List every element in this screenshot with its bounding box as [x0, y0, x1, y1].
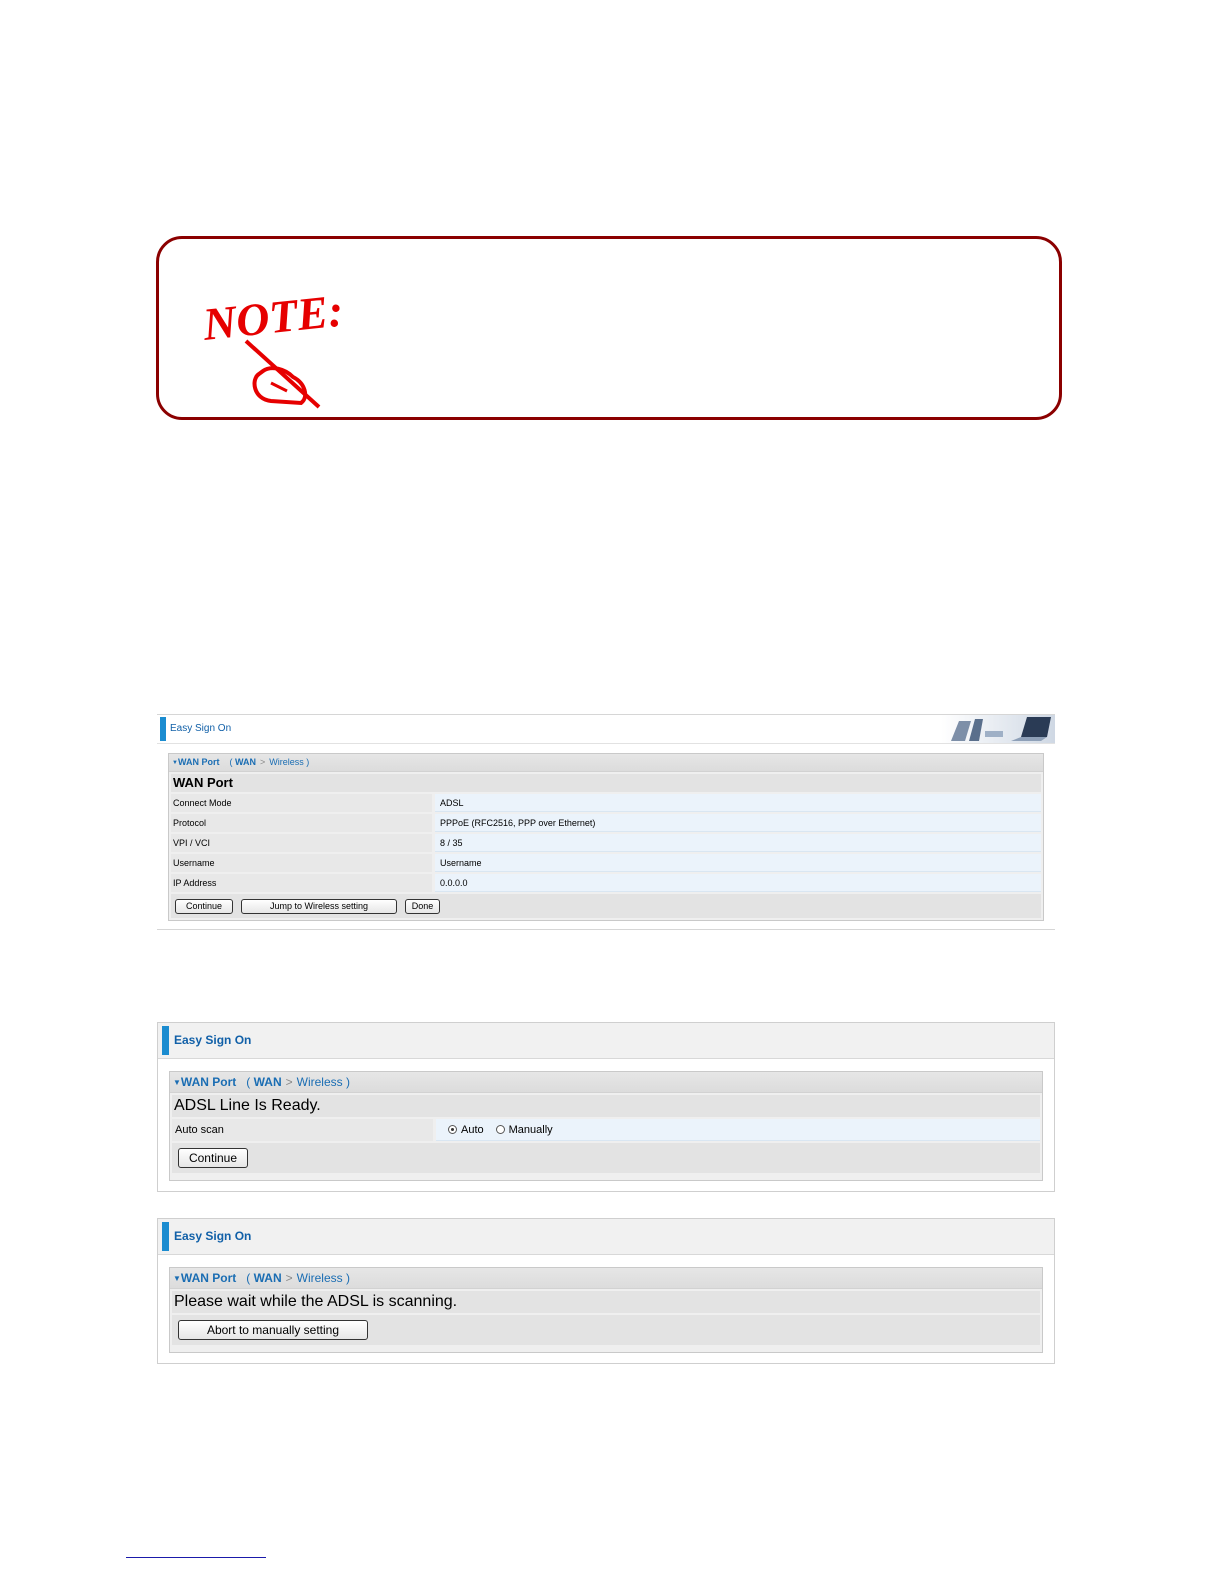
field-value: 0.0.0.0: [435, 874, 1041, 892]
field-row: [171, 854, 1041, 872]
adsl-scanning-form: [169, 1267, 1043, 1353]
button-bar: [172, 1315, 1040, 1345]
field-label: Username: [171, 854, 432, 872]
button-bar: [172, 1143, 1040, 1173]
adsl-scanning-panel: [157, 1218, 1055, 1364]
breadcrumb: [169, 754, 1043, 772]
continue-button[interactable]: Continue: [175, 899, 233, 914]
breadcrumb-wan[interactable]: WAN: [253, 1271, 282, 1285]
manually-radio-label[interactable]: Manually: [508, 1123, 553, 1136]
field-row: [171, 834, 1041, 852]
field-row: [171, 794, 1041, 812]
field-value: ADSL: [435, 794, 1041, 812]
adsl-ready-panel: [157, 1022, 1055, 1192]
breadcrumb-open-paren: (: [246, 1075, 251, 1089]
field-label: Auto scan: [172, 1119, 433, 1141]
svg-text:NOTE:: NOTE:: [200, 284, 346, 350]
field-row: [171, 814, 1041, 832]
adsl-ready-form: [169, 1071, 1043, 1181]
wan-port-form: [168, 753, 1044, 921]
breadcrumb-wan[interactable]: WAN: [253, 1075, 282, 1089]
auto-radio-label[interactable]: Auto: [461, 1123, 484, 1136]
note-pen-icon: [200, 279, 346, 409]
breadcrumb-open-paren: (: [246, 1271, 251, 1285]
panel-header: [158, 1219, 1054, 1255]
jump-to-wireless-button[interactable]: Jump to Wireless setting: [241, 899, 397, 914]
panel-header: [157, 715, 1055, 744]
triangle-down-icon: ▼: [172, 760, 178, 766]
field-row: [171, 874, 1041, 892]
breadcrumb-wireless[interactable]: Wireless ): [269, 757, 310, 767]
header-title: Easy Sign On: [174, 1229, 252, 1243]
section-title: WAN Port: [171, 774, 1041, 792]
triangle-down-icon: ▼: [173, 1274, 181, 1283]
field-value: Username: [435, 854, 1041, 872]
breadcrumb-current[interactable]: WAN Port: [180, 1271, 237, 1285]
breadcrumb-separator: >: [285, 1075, 293, 1089]
breadcrumb-wireless[interactable]: Wireless ): [296, 1075, 350, 1089]
note-box: [156, 236, 1062, 420]
wan-summary-panel: [157, 714, 1055, 930]
breadcrumb-wireless[interactable]: Wireless ): [296, 1271, 350, 1285]
field-value: 8 / 35: [435, 834, 1041, 852]
header-title: Easy Sign On: [170, 723, 232, 734]
field-value: PPPoE (RFC2516, PPP over Ethernet): [435, 814, 1041, 832]
breadcrumb-separator: >: [259, 757, 266, 767]
breadcrumb: [170, 1268, 1042, 1289]
done-button[interactable]: Done: [405, 899, 440, 914]
breadcrumb: [170, 1072, 1042, 1093]
header-accent-bar: [162, 1222, 169, 1251]
section-title: Please wait while the ADSL is scanning.: [172, 1291, 1040, 1313]
breadcrumb-current[interactable]: WAN Port: [177, 757, 220, 767]
field-row: [172, 1119, 1040, 1141]
field-label: Connect Mode: [171, 794, 432, 812]
breadcrumb-open-paren: (: [229, 757, 233, 767]
manually-radio[interactable]: [496, 1125, 505, 1134]
breadcrumb-separator: >: [285, 1271, 293, 1285]
continue-button[interactable]: Continue: [178, 1148, 248, 1168]
breadcrumb-current[interactable]: WAN Port: [180, 1075, 237, 1089]
field-label: VPI / VCI: [171, 834, 432, 852]
abort-to-manual-button[interactable]: Abort to manually setting: [178, 1320, 368, 1340]
panel-header: [158, 1023, 1054, 1059]
button-bar: [171, 894, 1041, 918]
header-accent-bar: [162, 1026, 169, 1055]
triangle-down-icon: ▼: [173, 1078, 181, 1087]
computer-illustration-icon: [941, 715, 1055, 743]
section-title: ADSL Line Is Ready.: [172, 1095, 1040, 1117]
footer-link-underline[interactable]: [126, 1557, 266, 1558]
auto-scan-options: [436, 1119, 1040, 1141]
field-label: Protocol: [171, 814, 432, 832]
breadcrumb-wan[interactable]: WAN: [234, 757, 256, 767]
field-label: IP Address: [171, 874, 432, 892]
header-title: Easy Sign On: [174, 1033, 252, 1047]
header-accent-bar: [160, 717, 166, 741]
auto-radio[interactable]: [448, 1125, 457, 1134]
